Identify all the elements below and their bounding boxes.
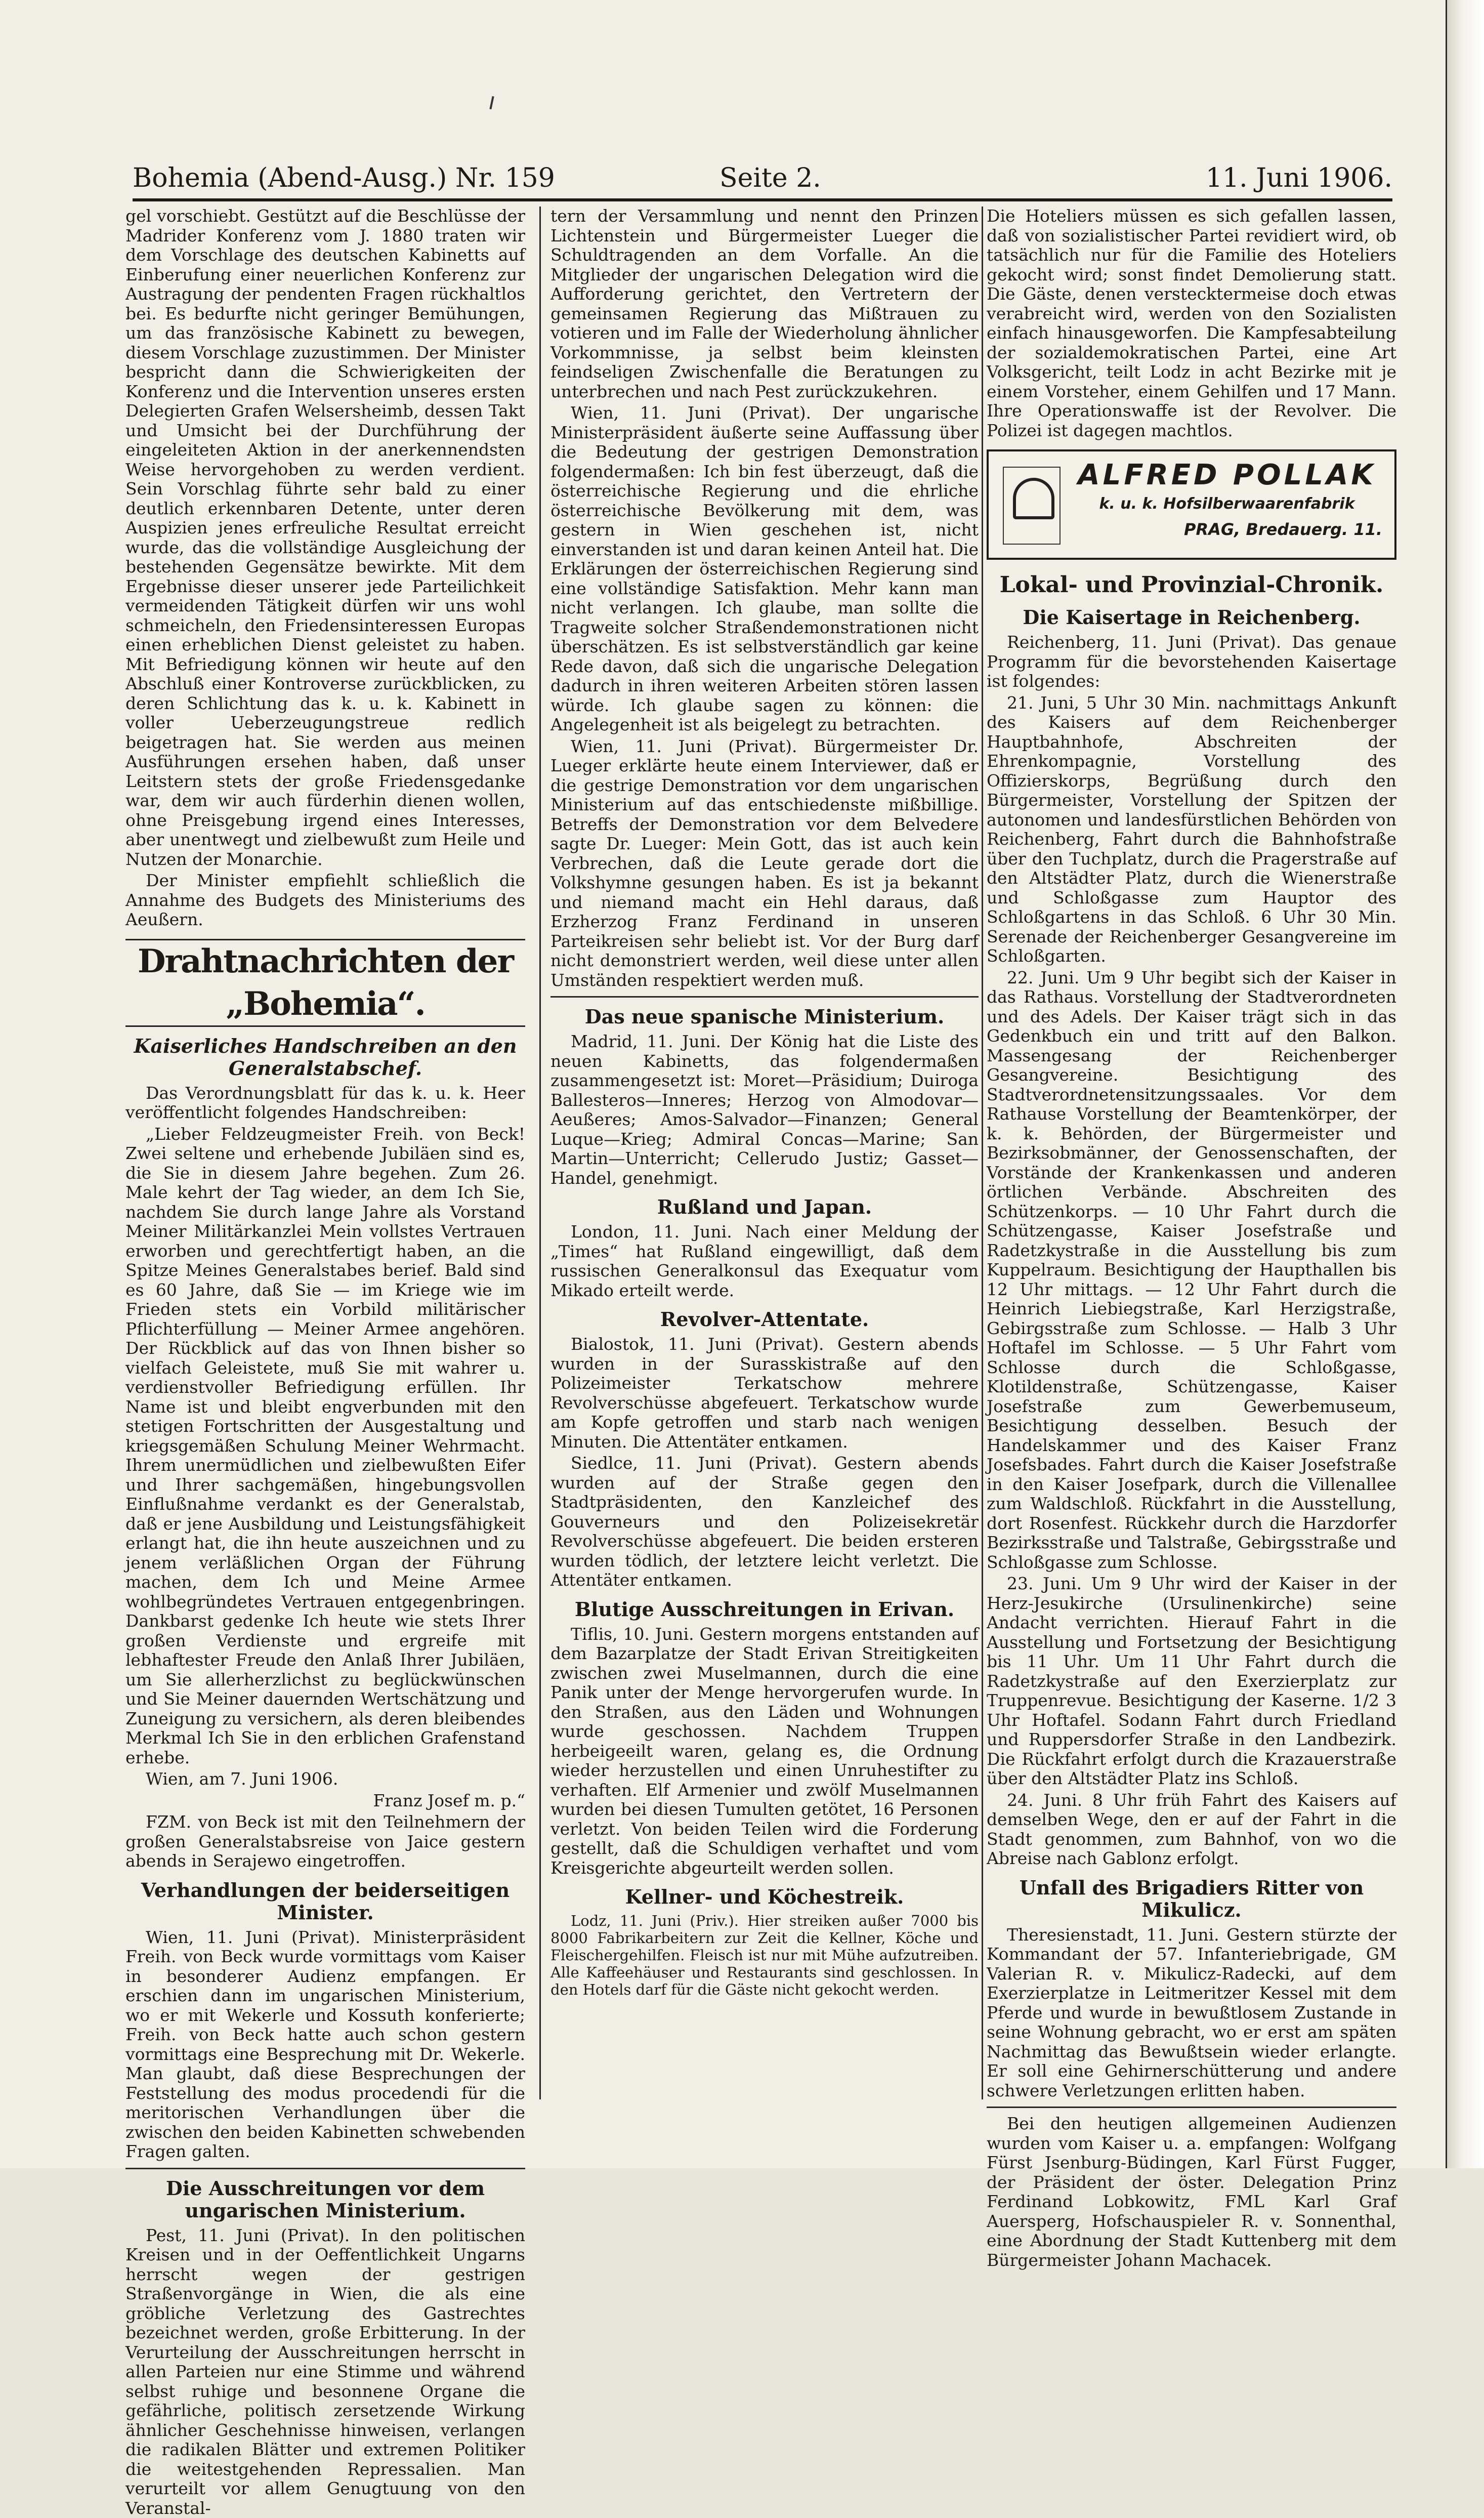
article-heading: Kellner- und Köchestreik. [550, 1886, 979, 1908]
paragraph: 22. Juni. Um 9 Uhr begibt sich der Kaiser in das Rathaus. Vorstellung der Stadtverordneten und des Adels. Der Kaiser trägt sich in das Gedenkbuch ein und tritt auf den Balkon. Massengesang der Reichenberger Gesangvereine. Besichtigung des Stadtverordnetensitzungssaales. Vor dem Rathause Vorstellung der Beamtenkörper, der k. k. Behörden, der Bürgermeister und Bezirksobmänner, der Genossenschaften, der Vorstände der Krankenkassen und anderen örtlichen Verbände. Abschreiten des Schützenkorps. — 10 Uhr Fahrt durch die Schützengasse, Kaiser Josefstraße und Radetzkystraße in die Ausstellung bis zum Kuppelraum. Besichtigung der Haupthallen bis 12 Uhr mittags. — 12 Uhr Fahrt durch die Heinrich Liebiegstraße, Karl Herzigstraße, Gebirgsstraße zum Schlosse. — Halb 3 Uhr Hoftafel im Schlosse. — 5 Uhr Fahrt vom Schlosse durch die Schloßgasse, Klotildenstraße, Schützengasse, Kaiser Josefstraße zum Gewerbemuseum, Besichtigung desselben. Besuch der Handelskammer und des Kaiser Franz Josefsbades. Fahrt durch die Kaiser Josefstraße in den Kaiser Josefpark, durch die Villenallee zum Waldschloß. Rückfahrt in die Ausstellung, dort Rosenfest. Rückkehr durch die Harzdorfer Bezirksstraße und Talstraße, Gebirgsstraße und Schloßgasse zum Schlosse. [987, 968, 1396, 1573]
pencil-mark [489, 96, 494, 109]
paragraph: Der Minister empfiehlt schließlich die Annahme des Budgets des Ministeriums des Aeußern. [125, 871, 525, 930]
advertisement-alfred-pollak [987, 449, 1396, 560]
paragraph: Bei den heutigen allgemeinen Audienzen wurden vom Kaiser u. a. empfangen: Wolfgang Fürst Jsenburg-Büdingen, Karl Fürst Fugger, der Präsident der öster. Delegation Prinz Ferdinand Lobkowitz, FML Karl Graf Auersperg, Hofschauspieler R. v. Sonnenthal, eine Abordnung der Stadt Kuttenberg mit dem Bürgermeister Johann Machacek. [987, 2114, 1396, 2270]
ad-company-description: k. u. k. Hofsilberwaarenfabrik [1070, 494, 1384, 514]
column-divider [539, 207, 541, 2099]
article-heading: Revolver-Attentate. [550, 1308, 979, 1331]
crown-emblem-icon [1003, 467, 1061, 545]
page-header [133, 158, 1392, 198]
masthead-drahtnachrichten: Drahtnachrichten der „Bohemia“. [125, 939, 525, 1027]
article-heading: Blutige Ausschreitungen in Erivan. [550, 1598, 979, 1621]
header-publication: Bohemia (Abend-Ausg.) Nr. 159 [133, 158, 555, 198]
paragraph: tern der Versammlung und nennt den Prinzen Lichtenstein und Bürgermeister Lueger die Schuldtragenden an dem Vorfalle. An die Mitglieder der ungarischen Delegation wird die Aufforderung gerichtet, den Vertretern der gemeinsamen Regierung das Mißtrauen zu votieren und im Falle der Wiederholung ähnlicher Vorkommnisse, ja selbst beim kleinsten feindseligen Zwischenfalle die Beratungen zu unterbrechen und nach Pest zurückzukehren. [550, 207, 979, 401]
article-heading: Kaiserliches Handschreiben an den Generalstabschef. [125, 1035, 525, 1080]
paragraph: Bialostok, 11. Juni (Privat). Gestern abends wurden in der Surasskistraße auf den Polizeimeister Terkatschow mehrere Revolverschüsse abgefeuert. Terkatschow wurde am Kopfe getroffen und starb nach wenigen Minuten. Die Attentäter entkamen. [550, 1335, 979, 1452]
paragraph: 21. Juni, 5 Uhr 30 Min. nachmittags Ankunft des Kaisers auf dem Reichenberger Hauptbahnhofe, Abschreiten der Ehrenkompagnie, Vorstellung des Offizierskorps, Begrüßung durch den Bürgermeister, Vorstellung der Spitzen der autonomen und landesfürstlichen Behörden von Reichenberg, Fahrt durch die Bahnhofstraße über den Tuchplatz, durch die Pragerstraße auf den Altstädter Platz, durch die Wienerstraße und Schloßgasse zum Hauptor des Schloßgartens in das Schloß. 6 Uhr 30 Min. Serenade der Reichenberger Gesangvereine im Schloßgarten. [987, 693, 1396, 966]
paragraph: 23. Juni. Um 9 Uhr wird der Kaiser in der Herz-Jesukirche (Ursulinenkirche) seine Andacht verrichten. Hierauf Fahrt in die Ausstellung und Fortsetzung der Besichtigung bis 11 Uhr. Um 11 Uhr Fahrt durch die Radetzkystraße auf den Exerzierplatz zur Truppenrevue. Besichtigung der Kaserne. 1/2 3 Uhr Hoftafel. Sodann Fahrt durch Friedland und Ruppersdorfer Straße in den Landbezirk. Die Rückfahrt erfolgt durch die Krazauerstraße über den Altstädter Platz ins Schloß. [987, 1574, 1396, 1789]
paragraph: Reichenberg, 11. Juni (Privat). Das genaue Programm für die bevorstehenden Kaisertage ist folgendes: [987, 633, 1396, 691]
paragraph: Theresienstadt, 11. Juni. Gestern stürzte der Kommandant der 57. Infanteriebrigade, GM Valerian R. v. Mikulicz-Radecki, auf dem Exerzierplatze in Leitmeritzer Kessel mit dem Pferde und wurde in bewußtlosem Zustande in seine Wohnung gebracht, wo er erst am späten Nachmittag das Bewußtsein wieder erlangte. Er soll eine Gehirnerschütterung und andere schwere Verletzungen erlitten haben. [987, 1925, 1396, 2101]
paragraph: „Lieber Feldzeugmeister Freih. von Beck! Zwei seltene und erhebende Jubiläen sind es, die Sie in diesem Jahre begehen. Zum 26. Male kehrt der Tag wieder, an dem Ich Sie, nachdem Sie durch lange Jahre als Vorstand Meiner Militärkanzlei Mein vollstes Vertrauen erworben und gerechtfertigt haben, an die Spitze Meines Generalstabes berief. Bald sind es 60 Jahre, daß Sie — im Kriege wie im Frieden stets ein Vorbild militärischer Pflichterfüllung — Meiner Armee angehören. Der Rückblick auf das von Ihnen bisher so vielfach Geleistete, muß Sie mit wahrer u. verdienstvoller Befriedigung erfüllen. Ihr Name ist und bleibt engverbunden mit den stetigen Fortschritten der Ausgestaltung und kriegsgemäßen Schulung Meiner Wehrmacht. Ihrem unermüdlichen und zielbewußten Eifer und Ihrer sachgemäßen, hingebungsvollen Einflußnahme verdankt es der Generalstab, daß er jene Ausbildung und Leistungsfähigkeit erlangt hat, die ihn heute auszeichnen und zu jenem verläßlichen Organ der Führung machen, dem Ich und Meine Armee wohlbegründetes Vertrauen entgegenbringen. Dankbarst gedenke Ich heute wie stets Ihrer großen Verdienste und ergreife mit lebhaftester Freude den Anlaß Ihrer Jubiläen, um Sie allerherzlichst zu beglückwünschen und Sie Meiner dauernden Wertschätzung und Zuneigung zu versichern, als deren bleibendes Merkmal Ich Sie in den erblichen Grafenstand erhebe. [125, 1125, 525, 1768]
page-edge [1446, 0, 1484, 2168]
header-date: 11. Juni 1906. [1206, 158, 1392, 198]
separator [550, 996, 979, 998]
paragraph: Wien, 11. Juni (Privat). Der ungarische Ministerpräsident äußerte seine Auffassung über die Bedeutung der gestrigen Demonstration folgendermaßen: Ich bin fest überzeugt, daß die österreichische Regierung und die ehrliche österreichische Bevölkerung mit dem, was gestern in Wien geschehen ist, nicht einverstanden ist und daran keinen Anteil hat. Die Erklärungen der österreichischen Regierung sind eine vollständige Satisfaktion. Mehr kann man nicht verlangen. Ich glaube, man sollte die Tragweite solcher Straßendemonstrationen nicht überschätzen. Es ist selbstverständlich gar keine Rede davon, daß sich die ungarische Delegation dadurch in ihren weiteren Arbeiten stören lassen würde. Ich glaube sagen zu können: die Angelegenheit ist als beigelegt zu betrachten. [550, 403, 979, 735]
paragraph: Tiflis, 10. Juni. Gestern morgens entstanden auf dem Bazarplatze der Stadt Erivan Streitigkeiten zwischen zwei Muselmannen, durch die eine Panik unter der Menge hervorgerufen wurde. In den Straßen, aus den Läden und Wohnungen wurde geschossen. Nachdem Truppen herbeigeeilt waren, gelang es, die Ordnung wieder herzustellen und einen Unruhestifter zu verhaften. Elf Armenier und zwölf Muselmannen wurden bei diesen Tumulten getötet, 16 Personen verletzt. Von beiden Teilen wird die Forderung gestellt, daß die Schuldigen verhaftet und vom Kreisgerichte abgeurteilt werden sollen. [550, 1625, 979, 1878]
paragraph: Das Verordnungsblatt für das k. u. k. Heer veröffentlicht folgendes Handschreiben: [125, 1084, 525, 1123]
separator [987, 2107, 1396, 2108]
paragraph: Die Hoteliers müssen es sich gefallen lassen, daß von sozialistischer Partei revidiert wird, ob tatsächlich nur für die Familie des Hoteliers gekocht wird; sonst findet Demolierung statt. Die Gäste, denen verstecktermeise doch etwas verabreicht wird, werden von den Sozialisten einfach hinausgeworfen. Die Kampfesabteilung der sozialdemokratischen Partei, eine Art Volksgericht, teilt Lodz in acht Bezirke mit je einem Vorsteher, einem Gehilfen und 17 Mann. Ihre Operationswaffe ist der Revolver. Die Polizei ist dagegen machtlos. [987, 207, 1396, 440]
header-rule [133, 198, 1392, 201]
paragraph: Lodz, 11. Juni (Priv.). Hier streiken außer 7000 bis 8000 Fabrikarbeitern zur Zeit die Kellner, Köche und Fleischergehilfen. Fleisch ist nur mit Mühe aufzutreiben. Alle Kaffeehäuser und Restaurants sind geschlossen. In den Hotels darf für die Gäste nicht gekocht werden. [550, 1912, 979, 1998]
dateline: Wien, am 7. Juni 1906. [125, 1769, 525, 1789]
paragraph: Siedlce, 11. Juni (Privat). Gestern abends wurden auf der Straße gegen den Stadtpräsidenten, den Kanzleichef des Gouverneurs und den Polizeisekretär Revolverschüsse abgefeuert. Die beiden ersteren wurden tödlich, der letztere leicht verletzt. Die Attentäter entkamen. [550, 1454, 979, 1590]
column-1 [125, 207, 525, 2099]
article-heading: Das neue spanische Ministerium. [550, 1006, 979, 1028]
ad-company-name: ALFRED POLLAK [1070, 459, 1384, 492]
paragraph: FZM. von Beck ist mit den Teilnehmern der großen Generalstabsreise von Jaice gestern abends in Serajewo eingetroffen. [125, 1812, 525, 1871]
paragraph: Wien, 11. Juni (Privat). Ministerpräsident Freih. von Beck wurde vormittags vom Kaiser in besonderer Audienz empfangen. Er erschien dann im ungarischen Ministerium, wo er mit Wekerle und Kossuth konferierte; Freih. von Beck hatte auch schon gestern vormittags eine Besprechung mit Dr. Wekerle. Man glaubt, daß diese Besprechungen der Feststellung des modus procedendi für die meritorischen Verhandlungen über die zwischen den beiden Kabinetten schwebenden Fragen galten. [125, 1928, 525, 2162]
column-divider [982, 207, 983, 2099]
column-3 [987, 207, 1396, 2099]
article-heading: Unfall des Brigadiers Ritter von Mikulicz. [987, 1877, 1396, 1921]
paragraph: Madrid, 11. Juni. Der König hat die Liste des neuen Kabinetts, das folgendermaßen zusammengesetzt ist: Moret—Präsidium; Duiroga Ballesteros—Inneres; Herzog von Almodovar—Aeußeres; Amos-Salvador—Finanzen; General Luque—Krieg; Admiral Concas—Marine; San Martin—Unterricht; Cellerudo Justiz; Gasset—Handel, genehmigt. [550, 1032, 979, 1188]
article-heading: Rußland und Japan. [550, 1196, 979, 1218]
paragraph: Wien, 11. Juni (Privat). Bürgermeister Dr. Lueger erklärte heute einem Interviewer, daß er die gestrige Demonstration vor dem ungarischen Ministerium auf das entschiedenste mißbillige. Betreffs der Demonstration vor dem Belvedere sagte Dr. Lueger: Mein Gott, das ist auch kein Verbrechen, daß die Leute gerade dort die Volkshymne gesungen haben. Es ist ja bekannt und niemand macht ein Hehl daraus, daß Erzherzog Franz Ferdinand in unseren Parteikreisen sehr beliebt ist. Vor der Burg darf nicht demonstriert werden, weil diese unter allen Umständen respektiert werden muß. [550, 737, 979, 990]
article-heading: Die Ausschreitungen vor dem ungarischen Ministerium. [125, 2177, 525, 2222]
column-2 [550, 207, 979, 2099]
header-page-number: Seite 2. [719, 158, 821, 198]
paragraph: 24. Juni. 8 Uhr früh Fahrt des Kaisers auf demselben Wege, den er auf der Fahrt in die Stadt genommen, zum Bahnhof, von wo die Abreise nach Gablonz erfolgt. [987, 1791, 1396, 1869]
paragraph: Pest, 11. Juni (Privat). In den politischen Kreisen und in der Oeffentlichkeit Ungarns herrscht wegen der gestrigen Straßenvorgänge in Wien, die als eine gröbliche Verletzung des Gastrechtes bezeichnet werden, große Erbitterung. In der Verurteilung der Ausschreitungen herrscht in allen Parteien nur eine Stimme und während selbst ruhige und besonnene Organe die gefährliche, politisch zersetzende Wirkung ähnlicher Geschehnisse hinweisen, verlangen die radikalen Blätter und extremen Politiker die weitestgehenden Repressalien. Man verurteilt vor allem Genugtuung von den Veranstal- [125, 2226, 525, 2518]
signature: Franz Josef m. p.“ [125, 1791, 525, 1811]
separator [125, 2168, 525, 2169]
article-heading: Verhandlungen der beiderseitigen Minister. [125, 1879, 525, 1924]
paragraph: London, 11. Juni. Nach einer Meldung der „Times“ hat Rußland eingewilligt, daß dem russischen Generalkonsul das Exequatur vom Mikado erteilt werde. [550, 1222, 979, 1300]
article-heading: Die Kaisertage in Reichenberg. [987, 606, 1396, 629]
paragraph: gel vorschiebt. Gestützt auf die Beschlüsse der Madrider Konferenz vom J. 1880 traten wir dem Vorschlage des deutschen Kabinetts auf Einberufung einer neuerlichen Konferenz zur Austragung der pendenten Fragen rückhaltlos bei. Es bedurfte nicht geringer Bemühungen, um das französische Kabinett zu bewegen, diesem Vorschlage zuzustimmen. Der Minister bespricht dann die Schwierigkeiten der Konferenz und die Intervention unseres ersten Delegierten Grafen Welsersheimb, dessen Takt und Umsicht bei der Durchführung der eingeleiteten Aktion in der anerkennendsten Weise hervorgehoben zu werden verdient. Sein Vorschlag führte sehr bald zu einer deutlich erkennbaren Detente, unter deren Auspizien jenes erfreuliche Resultat erreicht wurde, das die vollständige Ausgleichung der bestehenden Gegensätze bewirkte. Mit dem Ergebnisse dieser unserer jede Parteilichkeit vermeidenden Tätigkeit dürfen wir uns wohl schmeicheln, den Friedensinteressen Europas einen erheblichen Dienst geleistet zu haben. Mit Befriedigung können wir heute auf den Abschluß einer Kontroverse zurückblicken, zu deren Schlichtung das k. u. k. Kabinett in voller Ueberzeugungstreue redlich beigetragen hat. Sie werden aus meinen Ausführungen ersehen haben, daß unser Leitstern stets der große Friedensgedanke war, dem wir auch fürderhin dienen wollen, ohne Preisgebung irgend eines Interesses, aber unentwegt und zielbewußt zum Heile und Nutzen der Monarchie. [125, 207, 525, 869]
ad-address: PRAG, Bredauerg. 11. [1184, 519, 1382, 540]
section-title-lokal-chronik: Lokal- und Provinzial-Chronik. [987, 572, 1396, 598]
